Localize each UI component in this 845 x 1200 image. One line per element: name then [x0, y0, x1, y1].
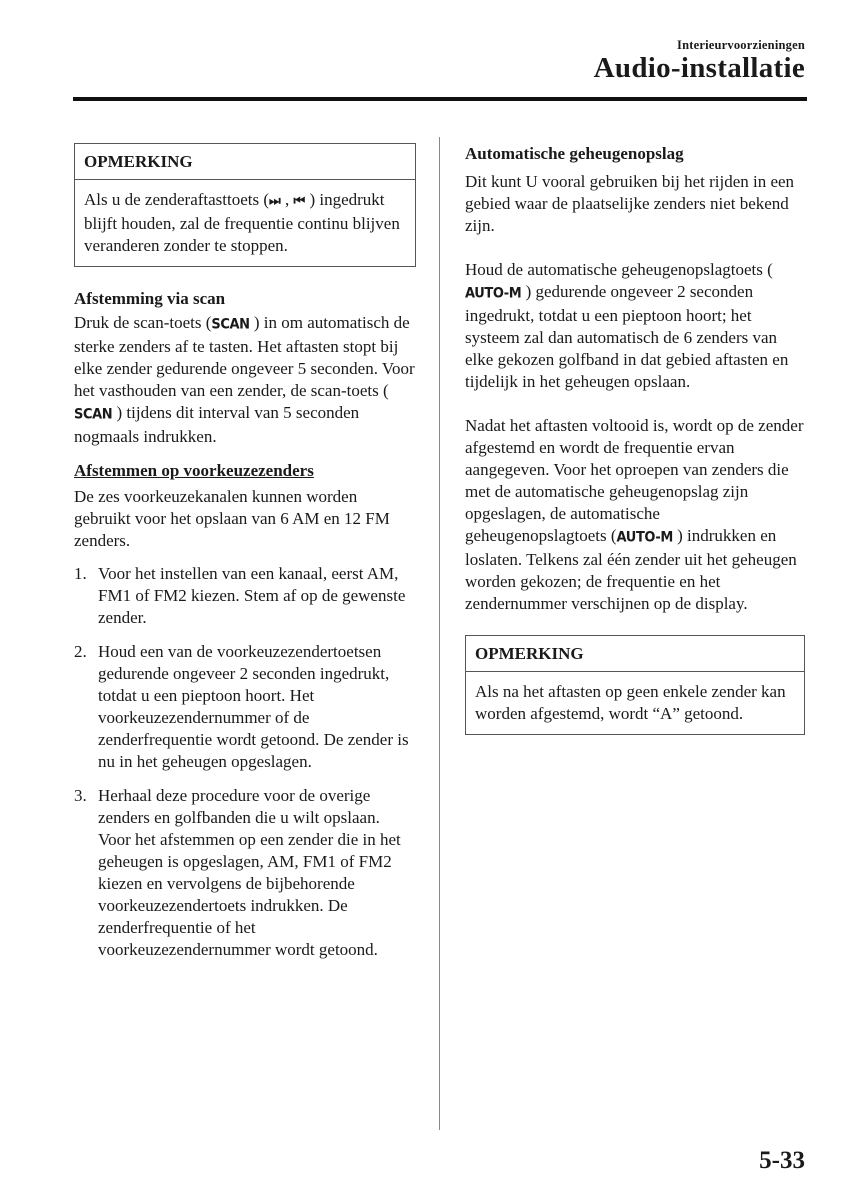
auto-paragraph-1: Dit kunt U vooral gebruiken bij het rijden in een gebied waar de plaatselijke zenders niet bekend zijn.: [465, 172, 795, 235]
note-box: [465, 635, 805, 735]
note-text: Als u de zenderaftasttoets (: [84, 190, 270, 209]
note-body: [75, 180, 415, 266]
scan-key-label: SCAN: [74, 406, 113, 423]
preset-steps: [74, 563, 416, 961]
left-column: [74, 143, 416, 961]
auto-text: Houd de automatische geheugenopslagtoets (: [465, 260, 773, 279]
list-item: [74, 563, 416, 629]
step-text: Herhaal deze procedure voor de overige zenders en golfbanden die u wilt opslaan. Voor het afstemmen op een zender die in het geheugen is opgeslagen, AM, FM1 of FM2 kiezen en vervolgens de bijbehorende voorkeuzezendertoets indrukken. De zenderfrequentie of het voorkeuzezendernummer wordt getoond.: [98, 786, 401, 959]
auto-text: ) gedurende ongeveer 2 seconden ingedrukt, totdat u een pieptoon hoort; het systeem zal dan automatisch de 6 zenders van elke gekozen golfband in dat gebied aftasten en tijdelijk in het geheugen opslaan.: [465, 282, 789, 391]
list-item: [74, 785, 416, 961]
page-title: Audio-installatie: [593, 52, 805, 84]
scan-key-label: SCAN: [211, 316, 250, 333]
auto-heading: Automatische geheugenopslag: [465, 144, 684, 163]
step-text: Houd een van de voorkeuzezendertoetsen gedurende ongeveer 2 seconden ingedrukt, totdat u een pieptoon hoort. Het voorkeuzezendernummer of de zenderfrequentie wordt getoond. De zender is nu in het geheugen opgeslagen.: [98, 642, 409, 771]
scan-paragraph: [74, 312, 416, 448]
header-rule: [73, 97, 807, 101]
auto-paragraph-2: [465, 259, 805, 393]
auto-m-key-label: AUTO-M: [616, 529, 673, 546]
auto-text: Nadat het aftasten voltooid is, wordt op de zender afgestemd en wordt de frequentie ervan aangegeven. Voor het oproepen van zenders die met de automatische geheugenopslag zijn opgeslagen, de automatische geheugenopslagtoets (: [465, 416, 804, 545]
preset-intro: De zes voorkeuzekanalen kunnen worden gebruikt voor het opslaan van 6 AM en 12 FM zenders.: [74, 487, 390, 550]
seek-next-icon: ⏭: [269, 194, 281, 209]
step-text: Voor het instellen van een kanaal, eerst AM, FM1 of FM2 kiezen. Stem af op de gewenste zender.: [98, 564, 406, 627]
column-divider: [439, 137, 440, 1130]
step-number: 2.: [74, 642, 87, 661]
step-number: 3.: [74, 786, 87, 805]
auto-text: ) indrukken en loslaten. Telkens zal één zender uit het geheugen worden gekozen; de frequentie en het zendernummer verschijnen op de display.: [465, 526, 797, 613]
page-number: 5-33: [759, 1147, 805, 1174]
note-body: Als na het aftasten op geen enkele zender kan worden afgestemd, wordt “A” getoond.: [475, 682, 786, 723]
step-number: 1.: [74, 564, 87, 583]
note-heading: OPMERKING: [75, 144, 415, 180]
auto-m-key-label: AUTO-M: [465, 285, 522, 302]
note-text: ) ingedrukt blijft houden, zal de frequentie continu blijven veranderen zonder te stoppen.: [84, 190, 400, 255]
note-box: [74, 143, 416, 267]
seek-prev-icon: ⏮: [293, 194, 306, 209]
scan-text: ) in om automatisch de sterke zenders af te tasten. Het aftasten stopt bij elke zender gedurende ongeveer 5 seconden. Voor het vasthouden van een zender, de scan-toets (: [74, 313, 415, 400]
section-label: Interieurvoorzieningen: [677, 38, 805, 52]
scan-text: Druk de scan-toets (: [74, 313, 212, 332]
note-text: ,: [280, 190, 294, 209]
right-column: [465, 143, 805, 735]
scan-heading: Afstemming via scan: [74, 289, 226, 308]
scan-text: ) tijdens dit interval van 5 seconden nogmaals indrukken.: [74, 403, 360, 446]
auto-paragraph-3: [465, 415, 805, 615]
note-heading: OPMERKING: [466, 636, 804, 672]
preset-heading: Afstemmen op voorkeuzezenders: [74, 461, 314, 480]
list-item: [74, 641, 416, 773]
